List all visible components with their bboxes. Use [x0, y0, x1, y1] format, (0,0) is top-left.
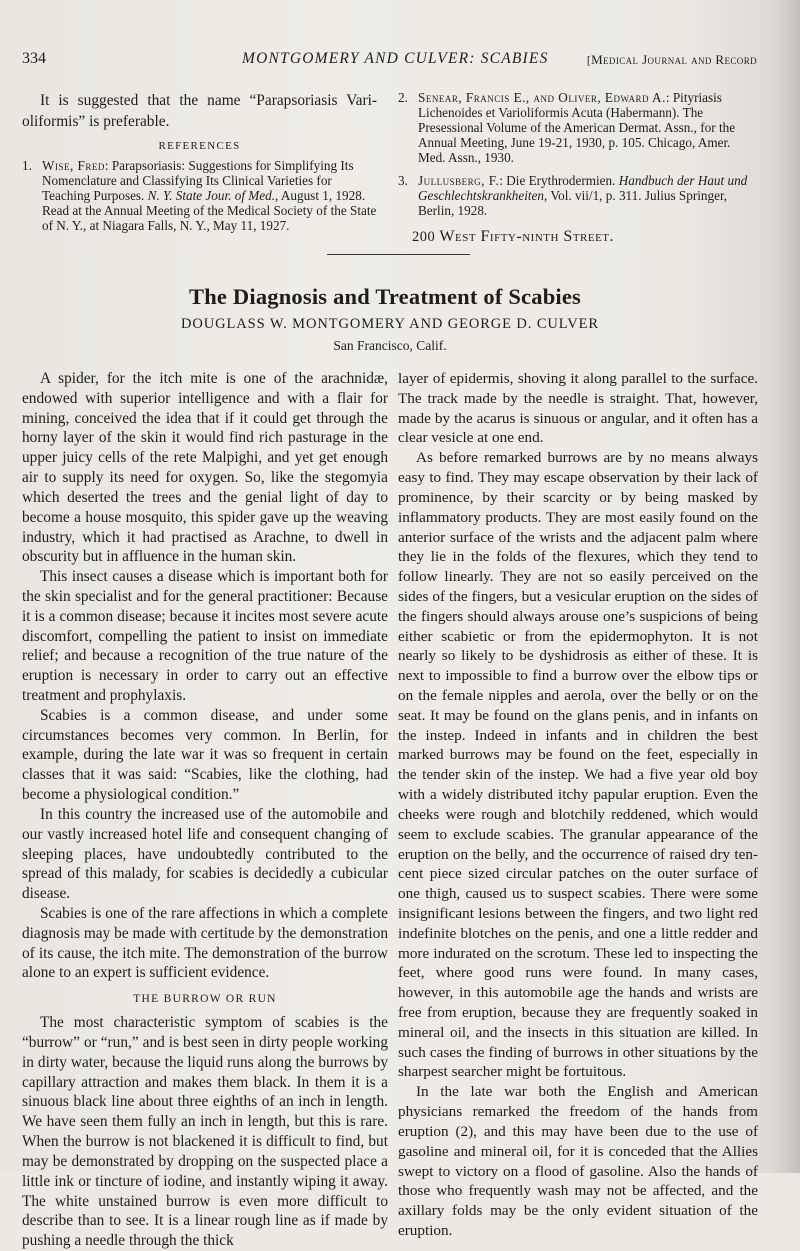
reference-author: Wise, Fred: [42, 158, 105, 173]
reference-text: [418, 90, 760, 165]
address-number: 200: [412, 229, 436, 245]
reference-author: Senear, Francis E., and Oliver, Edward A.: [418, 90, 666, 105]
intro-paragraph: It is suggested that the name “Parapsoriasis Vari-oliformis” is preferable.: [22, 92, 377, 130]
journal-bracket: [: [586, 55, 592, 67]
body-paragraph: In the late war both the English and American physicians remarked the freedom of the hands from eruption (2), and this may have been due to the use of gasoline and mineral oil, for it is conceded that the Allies swept to victory on a flood of gasoline. Also the hands of those who frequently wash may not be affected, and the axillary folds may be the only evident situation of the eruption.: [398, 1083, 758, 1239]
author-address: [398, 226, 760, 248]
section-divider: [327, 254, 470, 255]
page-edge-shadow: [772, 0, 800, 1173]
reference-item: [398, 173, 760, 218]
reference-item: [22, 158, 377, 233]
journal-name: Medical Journal and Record: [591, 52, 757, 67]
body-paragraph: In this country the increased use of the automobile and our vastly increased hotel life and consequent changing of sleeping places, have undoubtedly contributed to the spread of this malady, for scabies is decidedly a cubicular disease.: [22, 805, 388, 903]
reference-body: : Pityriasis Lichenoides et Varioliformis Acuta (Habermann). The Presessional Volume of the American Dermat. Assn., for the Annual Meeting, June 19-21, 1930, p. 105. Chicago, Amer. Med. Assn., 1930.: [418, 90, 736, 165]
body-right-column: [398, 369, 758, 1241]
body-paragraph: Scabies is a common disease, and under some circumstances becomes very common. In Berlin, for example, during the late war it was so frequent in certain classes that it was said: “Scabies, like the clothing, had become a physiological condition.”: [22, 706, 388, 804]
reference-book-title: Handbuch der Haut und Geschlechtskrankheiten: [418, 173, 748, 203]
reference-text: [42, 158, 377, 233]
body-paragraph: layer of epidermis, shoving it along parallel to the surface. The track made by the needle is straight. That, however, made by the acarus is sinuous or angular, and it often has a clear vesicle at one end.: [398, 370, 758, 447]
reference-number: 3.: [398, 173, 408, 188]
page-number: 334: [22, 50, 46, 67]
reference-item: [398, 90, 760, 165]
body-paragraph: Scabies is one of the rare affections in which a complete diagnosis may be made with certitude by the demonstration of its cause, the itch mite. The demonstration of the burrow alone to an expert is sufficient evidence.: [22, 904, 388, 982]
page-header: [22, 50, 757, 74]
reference-body: : Die Erythrodermien.: [499, 173, 619, 188]
reference-text: [418, 173, 760, 218]
article-title: The Diagnosis and Treatment of Scabies: [188, 284, 581, 309]
reference-details: , Vol. vii/1, p. 311. Julius Springer, Berlin, 1928.: [418, 188, 728, 218]
body-paragraph: A spider, for the itch mite is one of the arachnidæ, endowed with superior intelligence and with a flair for mining, conceived the idea that if it could get through the horny layer of the skin it would find rich pasturage in the upper juicy cells of the rete Malpighi, and yet get enough air to supply its need for oxygen. So, like the stegomyia which deserted the trees and the genial light of day to become a house mosquito, this spider gave up the weaving industry, which it had practised as Arachne, to dwell in obscurity but in affluence in the human skin.: [22, 370, 388, 566]
reference-details: , August 1, 1928. Read at the Annual Meeting of the Medical Society of the State of N. Y., at Niagara Falls, N. Y., May 11, 1927.: [42, 188, 377, 233]
reference-journal: N. Y. State Jour. of Med.: [147, 188, 276, 203]
references-heading: REFERENCES: [158, 140, 241, 152]
article-authors: DOUGLASS W. MONTGOMERY AND GEORGE D. CULVER: [181, 316, 599, 332]
address-street: West Fifty-ninth Street.: [439, 228, 615, 245]
running-title: MONTGOMERY AND CULVER: SCABIES: [242, 50, 549, 67]
top-right-column: [398, 90, 760, 248]
reference-number: 1.: [22, 158, 32, 173]
top-left-column: [22, 90, 377, 241]
reference-author: Jullusberg, F.: [418, 173, 500, 188]
section-heading: THE BURROW OR RUN: [133, 993, 277, 1006]
journal-title: [587, 52, 757, 68]
body-left-column: [22, 369, 388, 1251]
reference-body: : Parapsoriasis: Suggestions for Simplifying Its Nomenclature and Classifying Its Clinical Varieties for Teaching Purposes.: [42, 158, 354, 203]
body-paragraph: The most characteristic symptom of scabies is the “burrow” or “run,” and is best seen in dirty people working in dirty water, because the liquid runs along the burrows by capillary attraction and makes them black. In them it is a sinuous black line about three eighths of an inch in length. We have seen them fully an inch in length, but this is rare. When the burrow is not blackened it is difficult to find, but may be demonstrated by dropping on the suspected place a little ink or tincture of iodine, and instantly wiping it away. The white unstained burrow is even more difficult to describe than to see. It is a linear rough line as if made by pushing a needle through the thick: [22, 1014, 388, 1250]
body-paragraph: As before remarked burrows are by no means always easy to find. They may escape observation by their lack of prominence, by their scarcity or by being masked by inflammatory products. They are most easily found on the anterior surface of the wrists and the adjacent palm where they lie in the folds of the flexures, which they tend to follow linearly. They are not so easily perceived on the sides of the fingers, but a vesicular eruption on the sides of the fingers should always arouse one’s suspicions of being either scabietic or from the epidermophyton. It is not nearly so likely to be dyshidrosis as either of these. It is next to impossible to find a burrow over the elbow tips or on the female nipples and aerola, over the belly or on the seat. It may be found on the glans penis, and in infants on the instep. Indeed in infants and in children the best marked burrows may be found on the feet, especially in the tender skin of the instep. We had a five year old boy with a widely distributed itchy papular eruption. Even the cheeks were rough and blotchily reddened, which would seem to exclude scabies. The granular appearance of the eruption on the belly, and the occurrence of raised dry ten-cent piece sized circular patches on the outer surface of one thigh, caused us to suspect scabies. There were some insignificant lesions between the fingers, and two light red indefinite blotches on the penis, and one a little redder and more indurated on the scrotum. These led to inspecting the feet, where good runs were found. In many cases, however, in this automobile age the hands and wrists are free from eruption, because they are frequently soaked in mineral oil, and the insects in this situation are killed. In such cases the finding of burrows in other situations by the sharpest searcher might be fortuitous.: [398, 449, 758, 1081]
body-paragraph: This insect causes a disease which is important both for the skin specialist and for the general practitioner: Because it is a common disease; because it incites most severe acute discomfort, compelling the patient to insist on immediate relief; and because a recognition of the true nature of the eruption is necessary in order to carry out an effective treatment and prophylaxis.: [22, 568, 388, 704]
reference-number: 2.: [398, 90, 408, 105]
article-location: San Francisco, Calif.: [333, 338, 447, 353]
